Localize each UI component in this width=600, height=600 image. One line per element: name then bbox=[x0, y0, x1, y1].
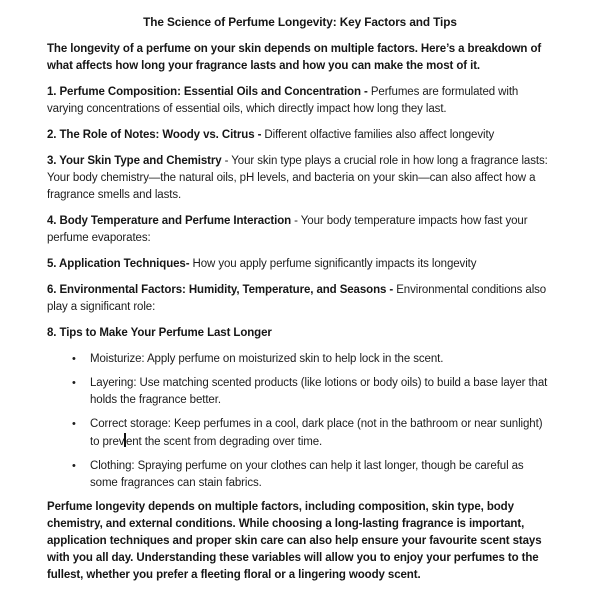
bullet-icon: • bbox=[72, 353, 76, 365]
bold-text-run: 2. The Role of Notes: Woody vs. Citrus - bbox=[47, 129, 265, 141]
bullet-item[interactable] bbox=[47, 351, 553, 368]
bullet-text bbox=[90, 375, 553, 409]
bullet-text bbox=[90, 351, 553, 368]
bold-text-run: 6. Environmental Factors: Humidity, Temperature, and Seasons - bbox=[47, 284, 397, 296]
bullet-icon: • bbox=[72, 377, 76, 389]
bold-text-run: Perfume longevity depends on multiple factors, including composition, skin type, body chemistry, and external conditions. While choosing a long-lasting fragrance is important, application techniques and proper skin care can also help ensure your favourite scent stays with you all day. Understanding these variables will allow you to enjoy your perfumes to the fullest, whether you prefer a fleeting floral or a lingering woody scent. bbox=[47, 501, 542, 581]
text-run: Clothing: Spraying perfume on your clothes can help it last longer, though be careful as some fragrances can stain fabrics. bbox=[90, 460, 524, 489]
text-run: Layering: Use matching scented products (like lotions or body oils) to build a base layer that holds the fragrance better. bbox=[90, 377, 548, 406]
paragraph[interactable] bbox=[47, 499, 553, 584]
paragraph[interactable] bbox=[47, 213, 553, 247]
paragraph[interactable] bbox=[47, 256, 553, 273]
bold-text-run: 5. Application Techniques- bbox=[47, 258, 190, 270]
bold-text-run: 1. Perfume Composition: Essential Oils and Concentration - bbox=[47, 86, 371, 98]
bold-text-run: The longevity of a perfume on your skin depends on multiple factors. Here’s a breakdown of what affects how long your fragrance lasts and how you can make the most of it. bbox=[47, 43, 542, 72]
text-run: Different olfactive families also affect longevity bbox=[264, 129, 495, 141]
bullet-item[interactable] bbox=[47, 416, 553, 451]
text-run: Moisturize: Apply perfume on moisturized skin to help lock in the scent. bbox=[90, 353, 444, 365]
section-heading[interactable] bbox=[47, 325, 553, 342]
bold-text-run: 3. Your Skin Type and Chemistry bbox=[47, 155, 222, 167]
bold-text-run: 4. Body Temperature and Perfume Interaction bbox=[47, 215, 292, 227]
paragraph[interactable] bbox=[47, 127, 553, 144]
document-title[interactable]: The Science of Perfume Longevity: Key Factors and Tips bbox=[143, 15, 457, 29]
bullet-text bbox=[90, 416, 553, 451]
paragraph[interactable] bbox=[47, 84, 553, 118]
paragraph[interactable] bbox=[47, 153, 553, 204]
bold-text-run: 8. Tips to Make Your Perfume Last Longer bbox=[47, 327, 272, 339]
text-run: ent the scent from degrading over time. bbox=[125, 436, 323, 448]
paragraph[interactable] bbox=[47, 41, 553, 75]
text-run: - Your skin type plays a crucial role in how long a fragrance lasts: Your body chemistry—the natural oils, pH levels, and bacteria on your skin—can also affect how a fragrance smells and lasts. bbox=[47, 155, 548, 201]
bullet-icon: • bbox=[72, 460, 76, 472]
document-body bbox=[47, 41, 553, 584]
text-run: Perfumes are formulated with varying concentrations of essential oils, which directly impact how long they last. bbox=[47, 86, 519, 115]
text-run: Environmental conditions also play a significant role: bbox=[47, 284, 547, 313]
text-run: Correct storage: Keep perfumes in a cool, dark place (not in the bathroom or near sunlight) to prev bbox=[90, 418, 543, 448]
paragraph[interactable] bbox=[47, 282, 553, 316]
text-run: - Your body temperature impacts how fast your perfume evaporates: bbox=[47, 215, 528, 244]
bullet-text bbox=[90, 458, 553, 492]
bullet-icon: • bbox=[72, 418, 76, 430]
bullet-item[interactable] bbox=[47, 375, 553, 409]
text-run: How you apply perfume significantly impacts its longevity bbox=[189, 258, 477, 270]
bullet-item[interactable] bbox=[47, 458, 553, 492]
